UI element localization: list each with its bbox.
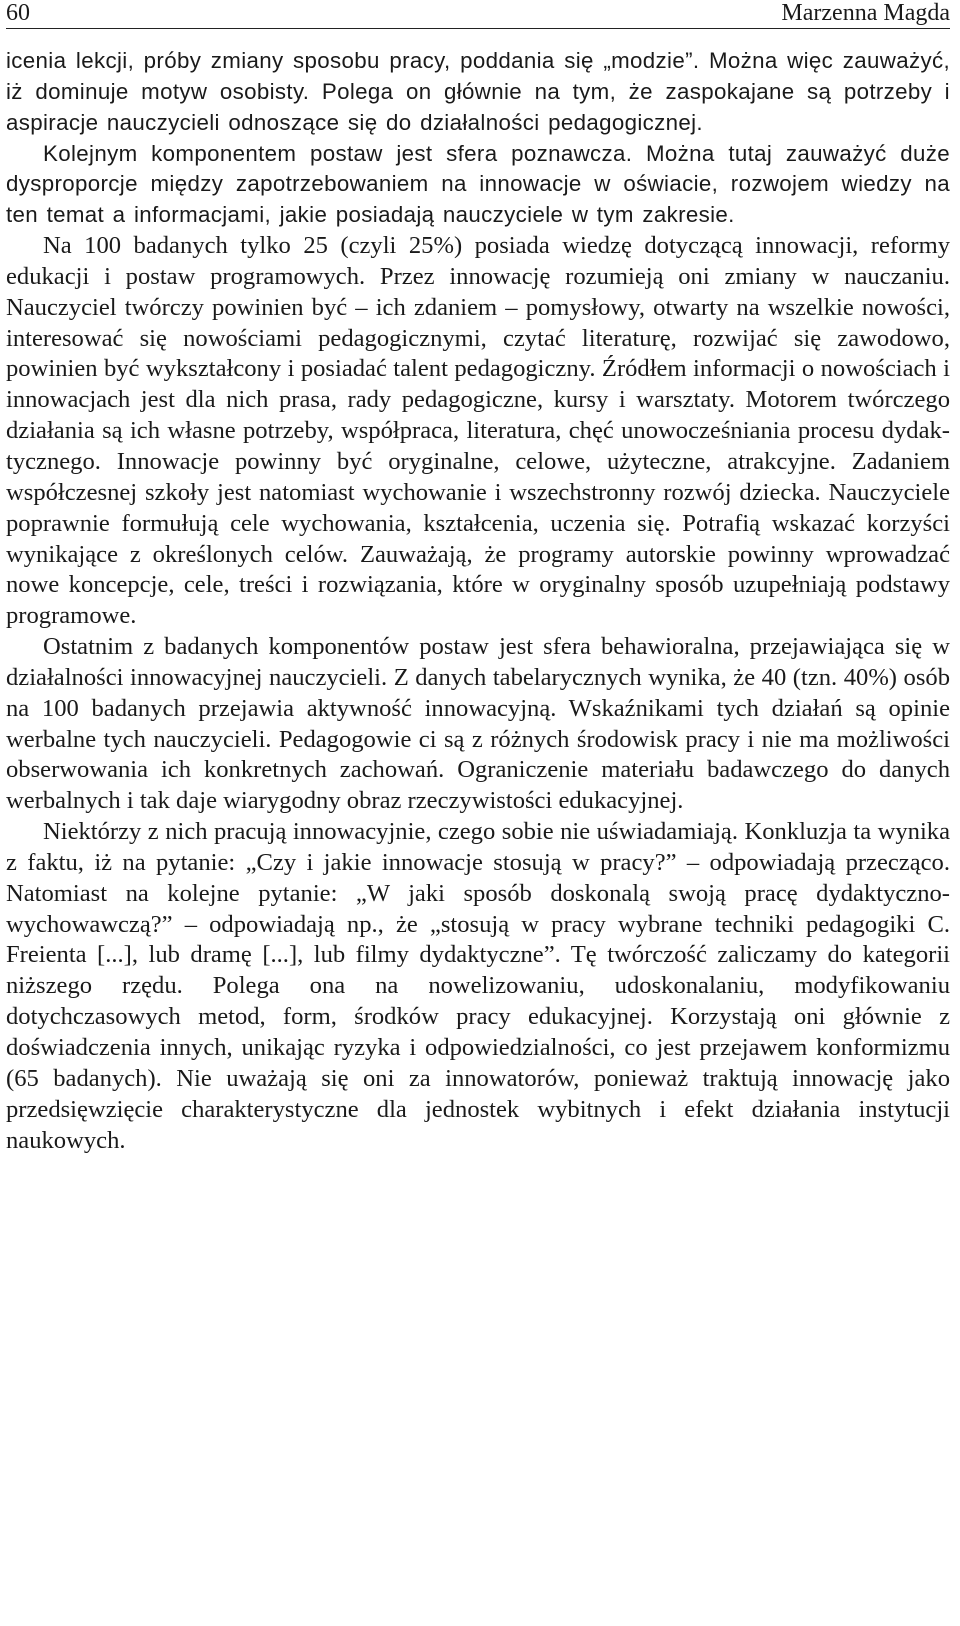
running-header-author: Marzenna Magda <box>781 0 950 26</box>
body-text <box>6 46 950 1156</box>
paragraph-5: Niektórzy z nich pracują innowacyjnie, czego sobie nie uświadamiają. Konkluzja ta wynika z faktu, iż na pytanie: „Czy i jakie innowacje stosują w pracy?” – odpowiadają przecząco. Natomiast na kolejne pytanie: „W jaki sposób doskonalą swoją pracę dydaktyczno-wychowawczą?” – odpowiadają np., że „stosują w pracy wybrane techniki pedagogiki C. Freienta [...], lub dramę [...], lub filmy dydaktyczne”. Tę twórczość zaliczamy do kategorii niższego rzędu. Polega ona na nowelizowaniu, udoskonalaniu, modyfikowaniu dotychczasowych metod, form, środków pracy edukacyjnej. Korzystają oni głównie z doświadczenia innych, unikając ryzyka i odpowiedzialności, co jest przejawem konformizmu (65 badanych). Nie uważają się oni za innowatorów, ponieważ traktują innowację jako przedsięwzięcie charakterystyczne dla jednostek wybitnych i efekt działania instytucji naukowych. <box>6 818 950 1154</box>
paragraph-2: Kolejnym komponentem postaw jest sfera poznawcza. Można tutaj zauważyć duże dysproporcje między zapotrzebowaniem na innowacje w oświacie, rozwojem wiedzy na ten temat a informacjami, jakie posiadają nauczyciele w tym zakresie. <box>6 140 950 228</box>
paragraph-4: Ostatnim z badanych komponentów postaw jest sfera behawioralna, przejawiająca się w działalności innowacyjnej nauczycieli. Z danych tabelarycznych wynika, że 40 (tzn. 40%) osób na 100 badanych przejawia aktywność innowacyjną. Wskaźnikami tych działań są opinie werbalne tych nauczycieli. Pedagogowie ci są z różnych środowisk pracy i nie ma możliwości obserwowania ich konkretnych zachowań. Ograniczenie materiału badawczego do danych werbalnych i tak daje wiarygodny obraz rzeczywistości edukacyjnej. <box>6 633 950 815</box>
page-number: 60 <box>6 0 30 26</box>
paragraph-1: icenia lekcji, próby zmiany sposobu pracy, poddania się „modzie”. Można więc zauważyć, iż dominuje motyw osobisty. Polega on głównie na tym, że zaspokajane są potrzeby i aspiracje nauczycieli odnoszące się do działalności pedagogicznej. <box>6 48 950 135</box>
paragraph-3: Na 100 badanych tylko 25 (czyli 25%) posiada wiedzę dotyczącą innowacji, reformy edukacji i postaw programowych. Przez innowację rozumieją oni zmiany w nauczaniu. Nauczyciel twórczy powinien być – ich zdaniem – pomysłowy, otwarty na wszelkie nowości, interesować się nowościami pedagogicznymi, czytać literaturę, rozwijać się zawodowo, powinien być wykształcony i posiadać talent pedagogiczny. Źródłem informacji o nowościach i innowacjach jest dla nich prasa, rady pedagogiczne, kursy i warsztaty. Motorem twórczego działania są ich własne potrzeby, współpraca, literatura, chęć unowocześniania procesu dydaktycznego. Innowacje powinny być oryginalne, celowe, użyteczne, atrakcyjne. Zadaniem współczesnej szkoły jest natomiast wychowanie i wszechstronny rozwój dziecka. Nauczyciele poprawnie formułują cele wychowania, kształcenia, uczenia się. Potrafią wskazać korzyści wynikające z określonych celów. Zauważają, że programy autorskie powinny wprowadzać nowe koncepcje, cele, treści i rozwiązania, które w oryginalny sposób uzupełniają podstawy programowe. <box>6 232 950 630</box>
running-header <box>6 0 950 29</box>
